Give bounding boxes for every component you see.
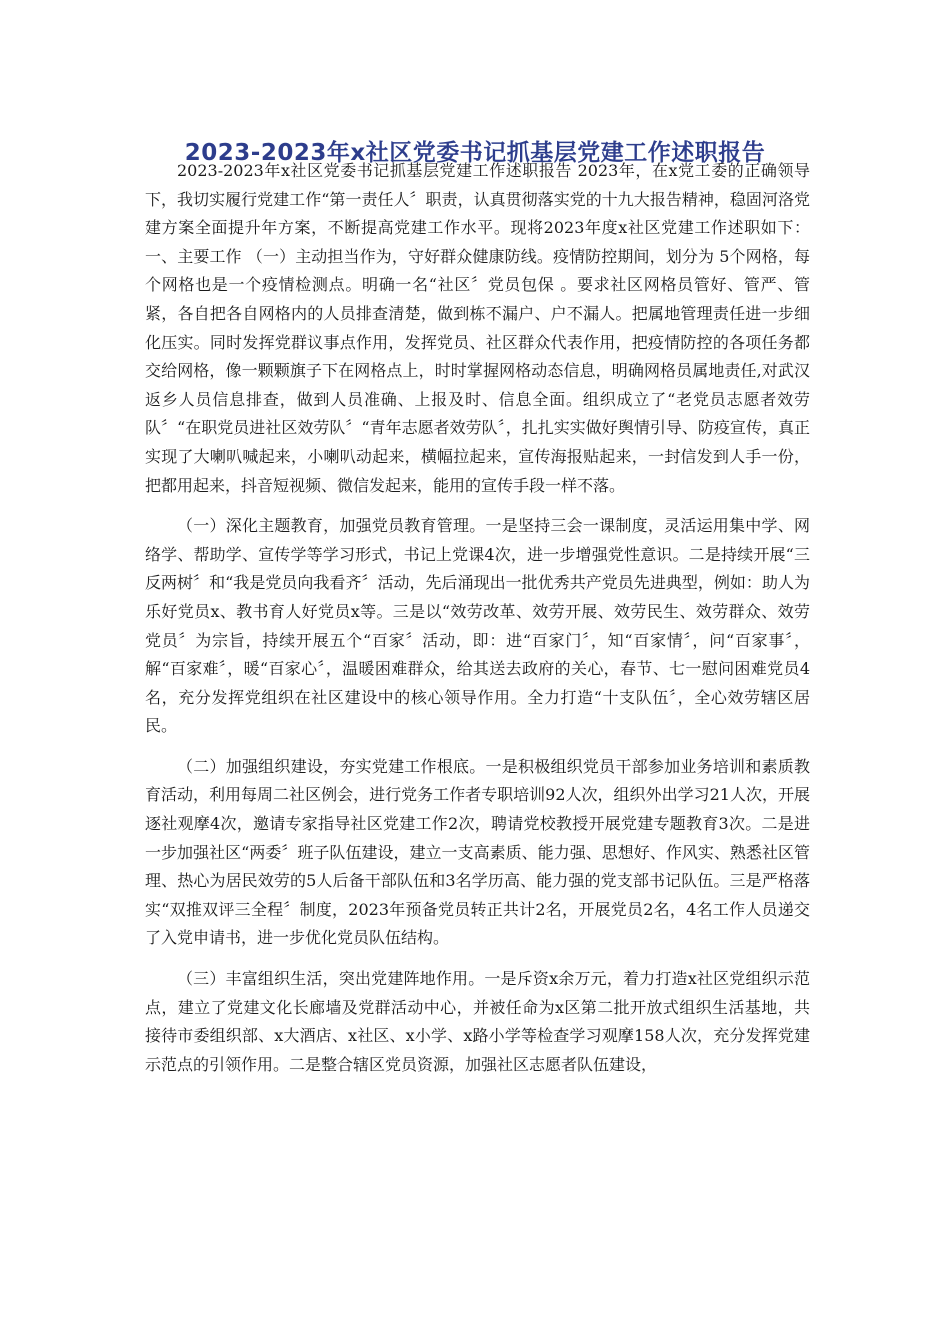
document-title: 2023-2023年x社区党委书记抓基层党建工作述职报告 [184,140,766,166]
paragraph-section-3: （三）丰富组织生活，突出党建阵地作用。一是斥资x余万元，着力打造x社区党组织示范点，建立了党建文化长廊墙及党群活动中心，并被任命为x区第二批开放式组织生活基地，共接待市委组织部、x大酒店、x社区、x小学、x路小学等检查学习观摩158人次，充分发挥党建示范点的引领作用。二是整合辖区党员资源，加强社区志愿者队伍建设， [145,969,810,1074]
document-body [145,157,810,1079]
paragraph-section-2: （二）加强组织建设，夯实党建工作根底。一是积极组织党员干部参加业务培训和素质教育活动，利用每周二社区例会，进行党务工作者专职培训92人次，组织外出学习21人次，开展逐社观摩4次，邀请专家指导社区党建工作2次，聘请党校教授开展党建专题教育3次。二是进一步加强社区“两委〞班子队伍建设，建立一支高素质、能力强、思想好、作风实、熟悉社区管理、热心为居民效劳的5人后备干部队伍和3名学历高、能力强的党支部书记队伍。三是严格落实“双推双评三全程〞制度，2023年预备党员转正共计2名，开展党员2名，4名工作人员递交了入党申请书，进一步优化党员队伍结构。 [145,756,810,948]
paragraph-section-1: （一）深化主题教育，加强党员教育管理。一是坚持三会一课制度，灵活运用集中学、网络学、帮助学、宣传学等学习形式，书记上党课4次，进一步增强党性意识。二是持续开展“三反两树〞和“我是党员向我看齐〞活动，先后涌现出一批优秀共产党员先进典型，例如：助人为乐好党员x、教书育人好党员x等。三是以“效劳改革、效劳开展、效劳民生、效劳群众、效劳党员〞为宗旨，持续开展五个“百家〞活动，即：进“百家门〞，知“百家情〞，问“百家事〞，解“百家难〞，暖“百家心〞，温暖困难群众，给其送去政府的关心，春节、七一慰问困难党员4名，充分发挥党组织在社区建设中的核心领导作用。全力打造“十支队伍〞，全心效劳辖区居民。 [145,516,810,736]
paragraph-intro: 2023-2023年x社区党委书记抓基层党建工作述职报告 2023年，在x党工委的正确领导下，我切实履行党建工作“第一责任人〞职责，认真贯彻落实党的十九大报告精神，稳固河洛党建方案全面提升年方案，不断提高党建工作水平。现将2023年度x社区党建工作述职如下：一、主要工作 （一）主动担当作为，守好群众健康防线。疫情防控期间，划分为 5个网格，每个网格也是一个疫情检测点。明确一名“社区〞党员包保 。要求社区网格员管好、管严、管紧，各自把各自网格内的人员排查清楚，做到栋不漏户、户不漏人。把属地管理责任进一步细化压实。同时发挥党群议事点作用，发挥党员、社区群众代表作用，把疫情防控的各项任务都交给网格，像一颗颗旗子下在网格点上，时时掌握网格动态信息，明确网格员属地责任,对武汉返乡人员信息排查，做到人员准确、上报及时、信息全面。组织成立了“老党员志愿者效劳队〞“在职党员进社区效劳队〞“青年志愿者效劳队〞，扎扎实实做好舆情引导、防疫宣传，真正实现了大喇叭喊起来，小喇叭动起来，横幅拉起来，宣传海报贴起来，一封信发到人手一份，把都用起来，抖音短视频、微信发起来，能用的宣传手段一样不落。 [145,161,810,495]
